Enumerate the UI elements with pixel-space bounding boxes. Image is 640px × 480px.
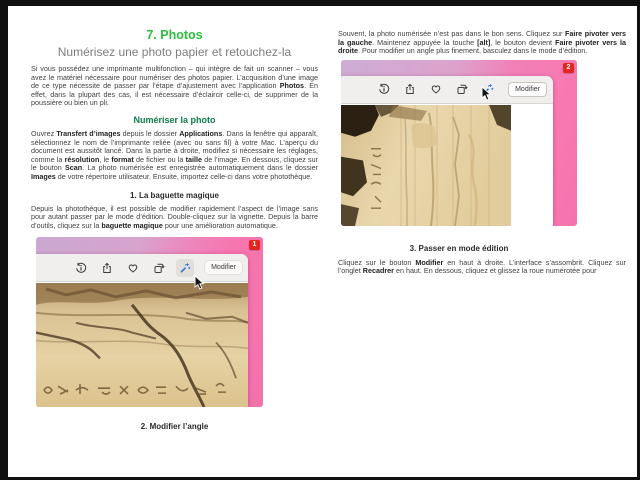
favorite-icon[interactable] xyxy=(127,262,139,274)
rotate-icon[interactable] xyxy=(456,83,468,95)
modifier-button[interactable]: Modifier xyxy=(205,261,242,274)
sandstone-photo-landscape xyxy=(36,283,248,407)
favorite-icon[interactable] xyxy=(430,83,442,95)
photos-toolbar xyxy=(36,254,248,282)
intro-paragraph: Si vous possédez une imprimante multifonction – qui intègre de fait un scanner – vous avez le matériel nécessaire pour numériser des photos papier. L’acquisition d’une image de ce type nécessite de passer par l’étape d’ajustement avec l’application Photos. En effet, dans la plupart des cas, il est nécessaire d’éclaircir celle-ci, de supprimer de la poussière ou bien un pli. xyxy=(31,64,318,108)
mouse-cursor xyxy=(481,86,492,102)
scan-section-heading: Numériser la photo xyxy=(133,114,216,125)
caption-right: 3. Passer en mode édition xyxy=(409,243,509,253)
photos-window-2 xyxy=(341,76,553,226)
share-icon[interactable] xyxy=(101,262,113,274)
step1-heading: 1. La baguette magique xyxy=(130,190,219,200)
share-icon[interactable] xyxy=(404,83,416,95)
photos-toolbar-2 xyxy=(341,76,553,104)
history-icon[interactable] xyxy=(75,262,87,274)
history-icon[interactable] xyxy=(378,83,390,95)
screenshot-rotate xyxy=(341,60,577,226)
page-title: 7. Photos xyxy=(146,28,203,42)
modifier-button[interactable]: Modifier xyxy=(508,82,547,97)
right-column xyxy=(338,30,626,276)
document-page xyxy=(8,6,637,477)
rotate-icon[interactable] xyxy=(153,262,165,274)
step-badge-1: 1 xyxy=(249,240,260,250)
enhance-wand-icon[interactable] xyxy=(176,259,194,277)
left-column xyxy=(31,28,318,432)
sandstone-photo-portrait xyxy=(341,105,511,226)
page-subtitle: Numérisez une photo papier et retouchez-la xyxy=(57,45,292,59)
photos-window xyxy=(36,254,248,407)
mouse-cursor xyxy=(194,275,205,291)
step-badge-2: 2 xyxy=(563,63,574,73)
edit-paragraph: Cliquez sur le bouton Modifier en haut à droite. L’interface s’assombrit. Cliquez sur l’onglet Recadrer en haut. En dessous, cliquez et glissez la roue numérotée pour xyxy=(338,257,626,276)
scan-paragraph: Ouvrez Transfert d’images depuis le dossier Applications. Dans la fenêtre qui apparaît, sélectionnez le nom de l’imprimante reliée (avec ou sans fil) à votre Mac. L’aperçu du document est aussitôt lancé. Dans la partie à droite, modifiez si nécessaire les réglages, comme la résolution, le format de fichier ou la taille de l’image. En dessous, cliquez sur le bouton Scan. La photo numérisée est enregistrée automatiquement dans le dossier Images de votre répertoire utilisateur. Ensuite, importez celle-ci dans votre photothèque. xyxy=(31,128,318,181)
caption-left: 2. Modifier l’angle xyxy=(140,422,209,432)
rotate-paragraph: Souvent, la photo numérisée n’est pas dans le bon sens. Cliquez sur Faire pivoter vers la gauche. Maintenez appuyée la touche [alt], le bouton devient Faire pivoter vers la droite. Pour modifier un angle plus finement, basculez dans le mode d’édition. xyxy=(338,29,626,56)
screenshot-enhance xyxy=(36,237,263,407)
step1-paragraph: Depuis la photothèque, il est possible de modifier rapidement l’aspect de l’image sans pour autant passer par le mode d’édition. Double-cliquez sur la vignette. Depuis la barre d’outils, cliquez sur la baguette magique pour une amélioration automatique. xyxy=(31,203,318,230)
